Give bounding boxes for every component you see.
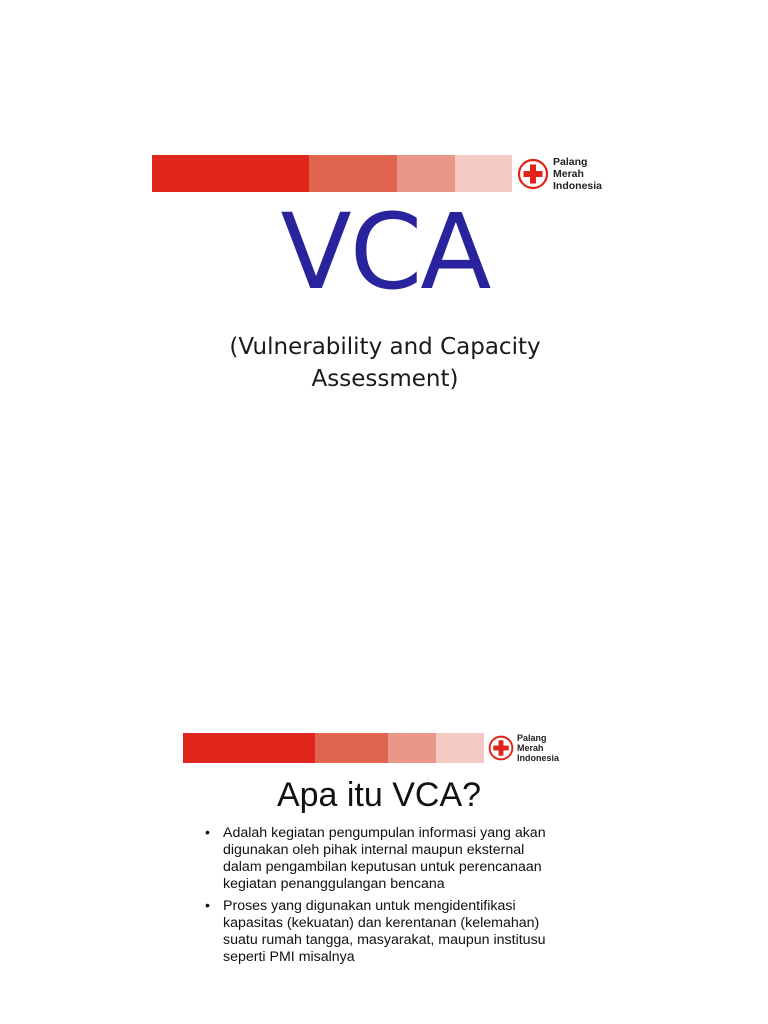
slide-heading: Apa itu VCA?	[276, 776, 482, 814]
logo-line-merah: Merah	[517, 743, 544, 753]
bullet-list	[205, 825, 565, 971]
logo-line-indonesia: Indonesia	[553, 179, 603, 192]
bullet-text: Proses yang digunakan untuk mengidentifikasi kapasitas (kekuatan) dan kerentanan (kelemahan) suatu rumah tangga, masyarakat, maupun institusu seperti PMI misalnya	[223, 898, 546, 965]
bullet-dot-icon: •	[205, 825, 210, 841]
pmi-logo-text	[517, 733, 559, 763]
red-cross-icon	[517, 158, 549, 190]
bar-segment-3	[388, 733, 436, 763]
header-color-bar	[183, 733, 484, 763]
slide-title: VCA	[280, 191, 490, 313]
subtitle-line-1: (Vulnerability and Capacity	[229, 334, 541, 360]
bullet-item	[205, 898, 565, 966]
red-cross-icon	[488, 735, 514, 761]
subtitle-line-2: Assessment)	[311, 366, 459, 392]
bullet-text: Adalah kegiatan pengumpulan informasi yang akan digunakan oleh pihak internal maupun eksternal dalam pengambilan keputusan untuk perencanaan kegiatan penanggulangan bencana	[223, 825, 546, 892]
logo-line-indonesia: Indonesia	[517, 753, 560, 763]
bullet-dot-icon: •	[205, 898, 210, 914]
logo-line-palang: Palang	[553, 155, 588, 168]
bar-segment-2	[315, 733, 388, 763]
bar-segment-4	[436, 733, 484, 763]
logo-line-merah: Merah	[553, 167, 584, 180]
slide-apa-itu-vca	[183, 733, 575, 1024]
bullet-item	[205, 825, 565, 893]
slide-subtitle	[152, 331, 618, 395]
pmi-logo	[488, 733, 559, 763]
slide-vca-title	[152, 155, 618, 423]
bar-segment-1	[183, 733, 315, 763]
logo-line-palang: Palang	[517, 733, 547, 743]
